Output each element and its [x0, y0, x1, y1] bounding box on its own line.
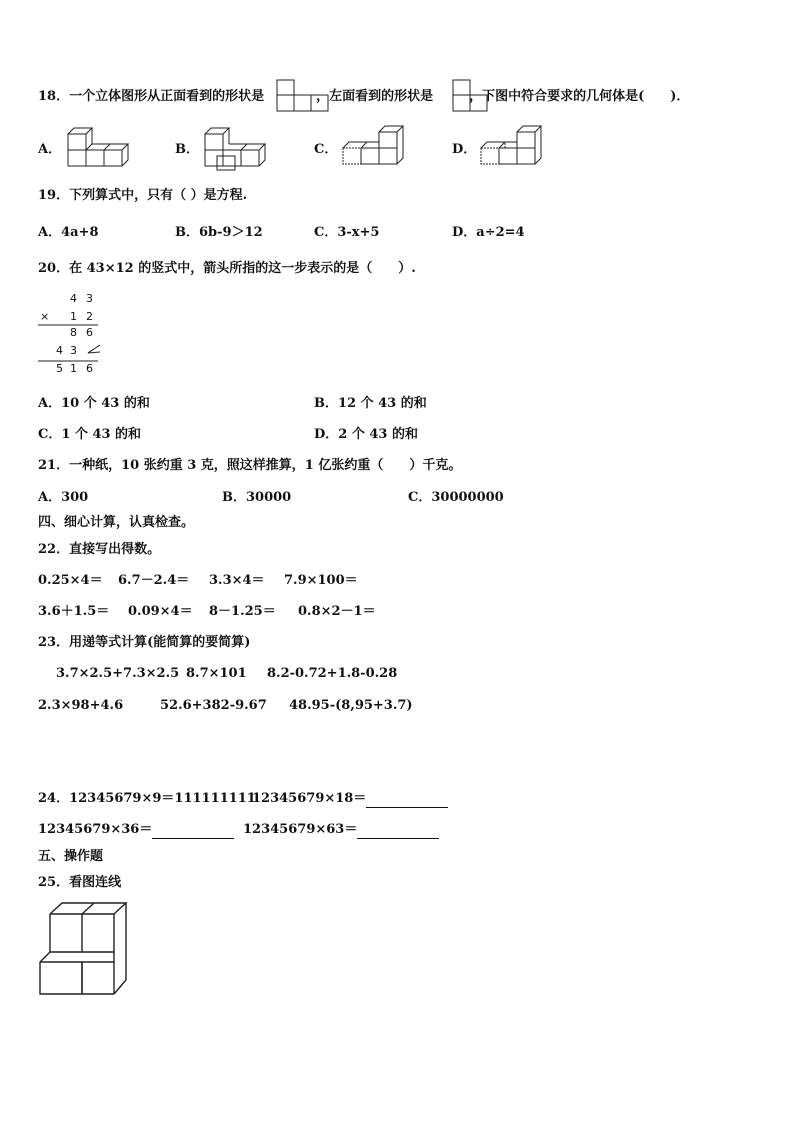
- q23-expr: 48.95-(8,95+3.7): [289, 698, 413, 713]
- q18-stem: [38, 88, 689, 106]
- section-5-heading: 五、操作题: [38, 849, 104, 864]
- q22-expr: 0.8×2－1＝: [298, 604, 376, 619]
- q19-option-b[interactable]: B．6b-9＞12: [175, 225, 263, 240]
- q24-d-label: 12345679×63＝: [243, 822, 358, 837]
- q19-option-c[interactable]: C．3-x+5: [314, 225, 380, 240]
- q18-option-b[interactable]: B．: [175, 142, 199, 157]
- q22-expr: 6.7－2.4＝: [118, 573, 190, 588]
- left-view-shape: [452, 79, 488, 113]
- q24-d-answer-blank[interactable]: [357, 824, 439, 839]
- q18-prefix: 18．一个立体图形从正面看到的形状是: [38, 89, 265, 104]
- digit: 2: [86, 310, 93, 323]
- q24-c-label: 12345679×36＝: [38, 822, 153, 837]
- q23-expr: 8.7×101: [186, 666, 247, 681]
- q22-expr: 8－1.25＝: [209, 604, 276, 619]
- q20-option-c[interactable]: C．1 个 43 的和: [38, 427, 142, 442]
- q21-option-a[interactable]: A．300: [38, 490, 89, 505]
- digit: 4: [56, 344, 63, 357]
- q18-option-d[interactable]: D．: [452, 142, 477, 157]
- q22-expr: 7.9×100＝: [284, 573, 358, 588]
- q21-option-c[interactable]: C．30000000: [408, 490, 504, 505]
- q23-stem: 23．用递等式计算(能简算的要简算): [38, 635, 251, 650]
- q24-given: 24．12345679×9＝111111111: [38, 791, 256, 806]
- q23-expr: 8.2-0.72+1.8-0.28: [267, 666, 398, 681]
- solid-figure-d-icon[interactable]: [479, 124, 545, 170]
- times-sign: ×: [40, 310, 50, 323]
- q20-stem: 20．在 43×12 的竖式中，箭头所指的这一步表示的是（ ）.: [38, 261, 416, 276]
- q24-part-b: [252, 790, 448, 808]
- digit: 1: [70, 310, 77, 323]
- q24-part-d: [243, 821, 439, 839]
- q23-expr: 52.6+382-9.67: [160, 698, 267, 713]
- q22-expr: 0.25×4＝: [38, 573, 103, 588]
- digit: 5: [56, 362, 63, 375]
- q22-expr: 3.3×4＝: [209, 573, 265, 588]
- solid-figure-a-icon[interactable]: [66, 126, 132, 170]
- q24-b-label: 12345679×18＝: [252, 791, 367, 806]
- solid-figure-b-icon[interactable]: [203, 126, 269, 174]
- q23-expr: 2.3×98+4.6: [38, 698, 124, 713]
- q18-suffix: ，下图中符合要求的几何体是( )．: [469, 89, 690, 104]
- q24-part-c: [38, 821, 234, 839]
- q19-option-a[interactable]: A．4a+8: [38, 225, 99, 240]
- digit: 4: [70, 292, 77, 305]
- q23-expr: 3.7×2.5+7.3×2.5: [56, 666, 180, 681]
- q20-option-a[interactable]: A．10 个 43 的和: [38, 396, 150, 411]
- q20-option-d[interactable]: D．2 个 43 的和: [314, 427, 418, 442]
- q24-c-answer-blank[interactable]: [152, 824, 234, 839]
- solid-figure-c-icon[interactable]: [341, 124, 407, 170]
- q25-stem: 25．看图连线: [38, 875, 122, 890]
- section-4-heading: 四、细心计算，认真检查。: [38, 515, 195, 530]
- q22-expr: 0.09×4＝: [128, 604, 193, 619]
- q19-stem: 19．下列算式中，只有（ ）是方程.: [38, 188, 248, 203]
- digit: 1: [70, 362, 77, 375]
- q18-option-a[interactable]: A．: [38, 142, 62, 157]
- q21-stem: 21．一种纸，10 张约重 3 克，照这样推算，1 亿张约重（ ）千克。: [38, 458, 462, 473]
- digit: 3: [70, 344, 77, 357]
- q18-option-c[interactable]: C．: [314, 142, 338, 157]
- q18-middle: ，左面看到的形状是: [316, 89, 434, 104]
- q22-expr: 3.6＋1.5＝: [38, 604, 110, 619]
- q20-option-b[interactable]: B．12 个 43 的和: [314, 396, 427, 411]
- digit: 8: [70, 326, 77, 339]
- solid-figure-25-icon: [38, 900, 132, 1000]
- q24-b-answer-blank[interactable]: [366, 793, 448, 808]
- digit: 3: [86, 292, 93, 305]
- vertical-lines: [36, 290, 116, 380]
- front-view-shape: [276, 79, 330, 113]
- q21-option-b[interactable]: B．30000: [222, 490, 292, 505]
- q19-option-d[interactable]: D．a÷2=4: [452, 225, 525, 240]
- digit: 6: [86, 326, 93, 339]
- digit: 6: [86, 362, 93, 375]
- q22-stem: 22．直接写出得数。: [38, 542, 161, 557]
